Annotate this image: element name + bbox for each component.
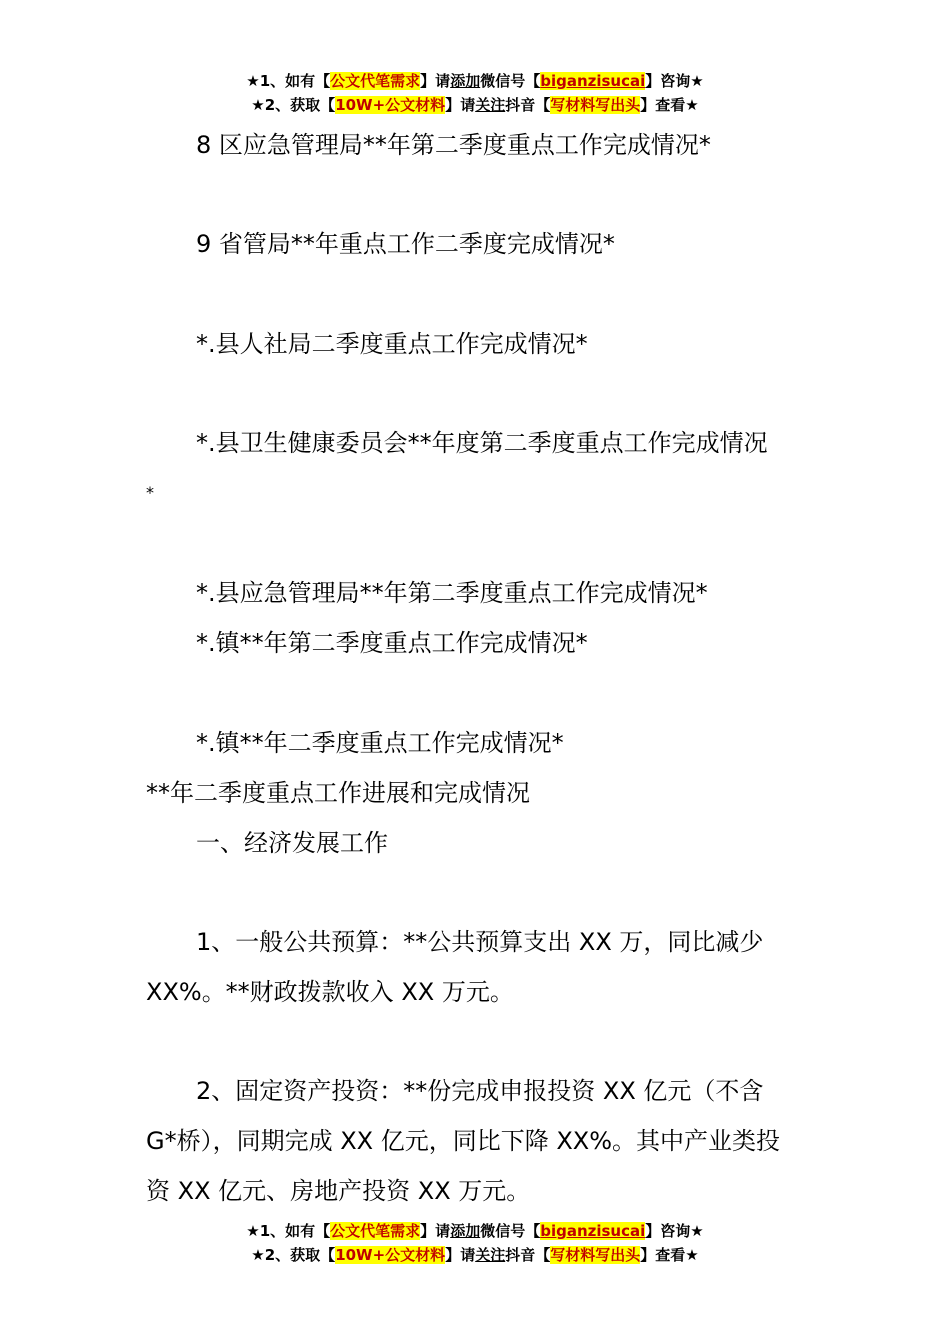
section-heading: 一、经济发展工作 [196,829,388,857]
banner-underline: 添加 [450,72,481,90]
toc-item: 8 区应急管理局**年第二季度重点工作完成情况* [196,131,711,159]
banner-text: 微信号【 [480,1222,541,1240]
banner-highlight: 公文代笔需求 [330,72,421,90]
banner-text: 】查看★ [640,1246,699,1264]
paragraph-line: 2、固定资产投资：**份完成申报投资 XX 亿元（不含 [196,1077,764,1105]
banner-highlight: 10W+公文材料 [335,96,446,114]
banner-underline: 添加 [450,1222,481,1240]
banner-text: 】请 [445,96,476,114]
paragraph-line: 资 XX 亿元、房地产投资 XX 万元。 [146,1177,531,1205]
banner-text: 】查看★ [640,96,699,114]
banner-text: 抖音【 [505,1246,551,1264]
footer-banner-line-1 [0,1220,950,1242]
banner-underline: 关注 [475,1246,506,1264]
paragraph-line: XX%。**财政拨款收入 XX 万元。 [146,978,514,1006]
banner-text: 】请 [420,72,451,90]
banner-highlight: 写材料写出头 [550,96,641,114]
banner-text: 】请 [445,1246,476,1264]
banner-text: ★1、如有【 [246,1222,331,1240]
paragraph-line: G*桥），同期完成 XX 亿元，同比下降 XX%。其中产业类投 [146,1127,781,1155]
wechat-id-link[interactable]: biganzisucai [540,72,646,90]
toc-item: *.镇**年第二季度重点工作完成情况* [196,629,588,657]
banner-highlight: 10W+公文材料 [335,1246,446,1264]
banner-text: 微信号【 [480,72,541,90]
banner-text: 】请 [420,1222,451,1240]
toc-item: *.镇**年二季度重点工作完成情况* [196,729,564,757]
banner-highlight: 写材料写出头 [550,1246,641,1264]
document-title: **年二季度重点工作进展和完成情况 [146,779,530,807]
banner-text: 】咨询★ [645,1222,704,1240]
banner-highlight: 公文代笔需求 [330,1222,421,1240]
header-banner-line-2 [0,94,950,116]
banner-text: ★2、获取【 [251,96,336,114]
paragraph-line: 1、一般公共预算：**公共预算支出 XX 万，同比减少 [196,928,764,956]
banner-text: 】咨询★ [645,72,704,90]
toc-item: *.县应急管理局**年第二季度重点工作完成情况* [196,579,708,607]
banner-text: ★2、获取【 [251,1246,336,1264]
banner-underline: 关注 [475,96,506,114]
wechat-id-link[interactable]: biganzisucai [540,1222,646,1240]
footer-banner-line-2 [0,1244,950,1266]
banner-text: ★1、如有【 [246,72,331,90]
header-banner-line-1 [0,70,950,92]
toc-item: *.县卫生健康委员会**年度第二季度重点工作完成情况 [196,429,768,457]
toc-item-continuation: * [146,483,154,502]
toc-item: 9 省管局**年重点工作二季度完成情况* [196,230,615,258]
toc-item: *.县人社局二季度重点工作完成情况* [196,330,588,358]
banner-text: 抖音【 [505,96,551,114]
